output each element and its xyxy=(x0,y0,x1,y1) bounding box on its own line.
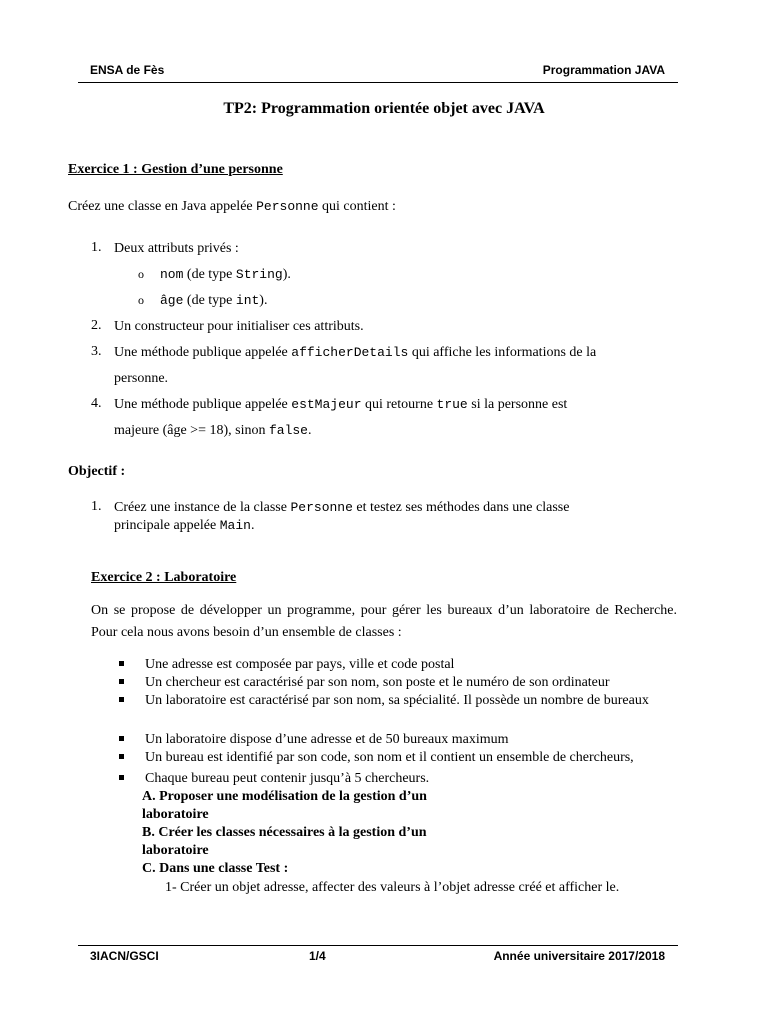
task-c: C. Dans une classe Test : xyxy=(142,861,289,876)
sub-bullet-icon: o xyxy=(138,293,144,307)
footer-year: Année universitaire 2017/2018 xyxy=(493,949,665,963)
task-c-1: 1- Créer un objet adresse, affecter des valeurs à l’objet adresse créé et afficher le. xyxy=(165,880,620,895)
exercise-1-item-1: Deux attributs privés : xyxy=(114,241,239,256)
exercise-2-bullet-5: Un bureau est identifié par son code, son nom et il contient un ensemble de chercheurs, xyxy=(145,750,634,765)
footer-class: 3IACN/GSCI xyxy=(90,949,159,963)
task-a: A. Proposer une modélisation de la gestion d’un laboratoire xyxy=(142,789,427,822)
exercise-1-item-4: Une méthode publique appelée estMajeur qui retourne true si la personne est xyxy=(114,397,568,412)
exercise-1-sub-2: âge (de type int). xyxy=(160,293,268,308)
exercise-1-item-4-cont: majeure (âge >= 18), sinon false. xyxy=(114,423,312,438)
header-divider xyxy=(78,82,678,83)
objective-heading: Objectif : xyxy=(68,464,126,479)
bullet-icon xyxy=(119,736,124,741)
exercise-2-bullet-3: Un laboratoire est caractérisé par son nom, sa spécialité. Il possède un nombre de bureaux xyxy=(145,693,649,708)
list-number: 4. xyxy=(91,396,102,411)
exercise-2-bullet-1: Une adresse est composée par pays, ville et code postal xyxy=(145,657,455,672)
exercise-1-heading: Exercice 1 : Gestion d’une personne xyxy=(68,162,283,177)
exercise-1-item-2: Un constructeur pour initialiser ces attributs. xyxy=(114,319,364,334)
footer-divider xyxy=(78,945,678,946)
exercise-2-bullet-6: Chaque bureau peut contenir jusqu’à 5 chercheurs. xyxy=(145,771,430,786)
exercise-1-item-3-cont: personne. xyxy=(114,371,169,386)
exercise-1-intro: Créez une classe en Java appelée Personne qui contient : xyxy=(68,199,396,214)
exercise-2-bullet-4: Un laboratoire dispose d’une adresse et de 50 bureaux maximum xyxy=(145,732,509,747)
bullet-icon xyxy=(119,661,124,666)
sub-bullet-icon: o xyxy=(138,267,144,281)
bullet-icon xyxy=(119,679,124,684)
page-footer xyxy=(90,949,665,963)
list-number: 1. xyxy=(91,240,102,255)
exercise-2-intro: On se propose de développer un programme, pour gérer les bureaux d’un laboratoire de Recherche. Pour cela nous avons besoin d’un ensemble de classes : xyxy=(91,603,677,640)
exercise-1-sub-1: nom (de type String). xyxy=(160,267,291,282)
list-number: 1. xyxy=(91,499,102,514)
task-b: B. Créer les classes nécessaires à la gestion d’un laboratoire xyxy=(142,825,427,858)
header-school: ENSA de Fès xyxy=(90,63,165,77)
list-number: 3. xyxy=(91,344,102,359)
exercise-2-bullet-2: Un chercheur est caractérisé par son nom, son poste et le numéro de son ordinateur xyxy=(145,675,610,690)
list-number: 2. xyxy=(91,318,102,333)
header-course: Programmation JAVA xyxy=(542,63,665,77)
page-header xyxy=(90,63,665,77)
page-number: 1/4 xyxy=(309,949,326,963)
page-title: TP2: Programmation orientée objet avec JAVA xyxy=(223,100,545,117)
objective-item-1: Créez une instance de la classe Personne et testez ses méthodes dans une classe xyxy=(114,500,570,515)
bullet-icon xyxy=(119,697,124,702)
exercise-1-item-3: Une méthode publique appelée afficherDetails qui affiche les informations de la xyxy=(114,345,597,360)
exercise-2-heading: Exercice 2 : Laboratoire xyxy=(91,570,237,585)
bullet-icon xyxy=(119,754,124,759)
bullet-icon xyxy=(119,775,124,780)
objective-item-1-cont: principale appelée Main. xyxy=(114,518,255,533)
